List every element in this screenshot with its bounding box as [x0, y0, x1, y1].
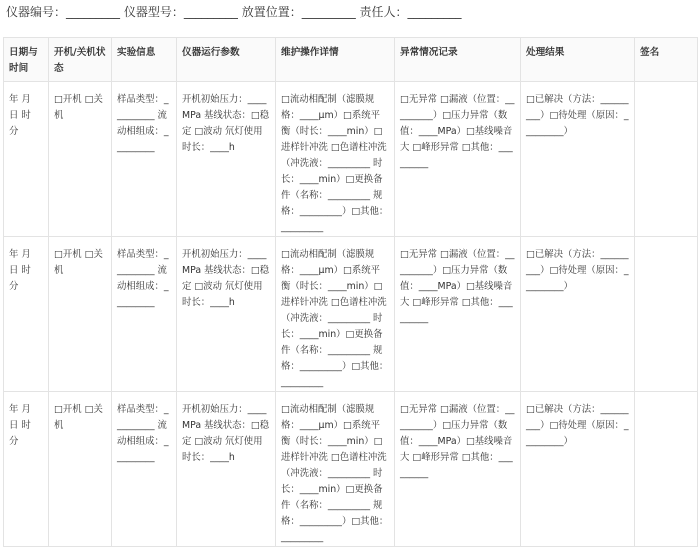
power-status-cell[interactable]: □开机 □关机 — [49, 392, 112, 547]
anomaly-record-cell[interactable]: □无异常 □漏液（位置：_________）□压力异常（数值：____MPa）□基线噪音大 □峰形异常 □其他：_________ — [395, 392, 521, 547]
datetime-cell[interactable]: 年 月 日 时 分 — [4, 392, 49, 547]
column-header-result: 处理结果 — [521, 38, 635, 82]
table-row — [4, 82, 698, 237]
instrument-info-header — [6, 4, 696, 20]
maintenance-log-table-container — [3, 37, 697, 543]
anomaly-record-cell[interactable]: □无异常 □漏液（位置：_________）□压力异常（数值：____MPa）□基线噪音大 □峰形异常 □其他：_________ — [395, 82, 521, 237]
signature-cell[interactable] — [635, 82, 698, 237]
table-row — [4, 392, 698, 547]
result-cell[interactable]: □已解决（方法：_________）□待处理（原因：_________） — [521, 392, 635, 547]
run-parameters-cell[interactable]: 开机初始压力：____MPa 基线状态：□稳定 □波动 氘灯使用时长：____h — [177, 237, 276, 392]
run-parameters-cell[interactable]: 开机初始压力：____MPa 基线状态：□稳定 □波动 氘灯使用时长：____h — [177, 82, 276, 237]
datetime-cell[interactable]: 年 月 日 时 分 — [4, 82, 49, 237]
experiment-info-cell[interactable]: 样品类型：_________ 流动相组成：_________ — [112, 392, 177, 547]
placement-location-field[interactable]: 放置位置：_________ — [241, 5, 356, 19]
signature-cell[interactable] — [635, 392, 698, 547]
column-header-datetime: 日期与时间 — [4, 38, 49, 82]
power-status-cell[interactable]: □开机 □关机 — [49, 237, 112, 392]
maintenance-log-table — [3, 37, 698, 547]
column-header-signature: 签名 — [635, 38, 698, 82]
column-header-power-status: 开机/关机状态 — [49, 38, 112, 82]
table-header-row — [4, 38, 698, 82]
column-header-anomaly-record: 异常情况记录 — [395, 38, 521, 82]
result-cell[interactable]: □已解决（方法：_________）□待处理（原因：_________） — [521, 82, 635, 237]
run-parameters-cell[interactable]: 开机初始压力：____MPa 基线状态：□稳定 □波动 氘灯使用时长：____h — [177, 392, 276, 547]
anomaly-record-cell[interactable]: □无异常 □漏液（位置：_________）□压力异常（数值：____MPa）□基线噪音大 □峰形异常 □其他：_________ — [395, 237, 521, 392]
result-cell[interactable]: □已解决（方法：_________）□待处理（原因：_________） — [521, 237, 635, 392]
table-row — [4, 237, 698, 392]
column-header-run-parameters: 仪器运行参数 — [177, 38, 276, 82]
signature-cell[interactable] — [635, 237, 698, 392]
column-header-maintenance-details: 维护操作详情 — [276, 38, 395, 82]
responsible-person-field[interactable]: 责任人：_________ — [359, 5, 462, 19]
experiment-info-cell[interactable]: 样品类型：_________ 流动相组成：_________ — [112, 82, 177, 237]
maintenance-details-cell[interactable]: □流动相配制（滤膜规格：____μm）□系统平衡（时长：____min）□进样针冲洗 □色谱柱冲洗（冲洗液：_________ 时长：____min）□更换备件（名称：_________ 规格：_________）□其他：_________ — [276, 82, 395, 237]
instrument-number-field[interactable]: 仪器编号：_________ — [6, 5, 121, 19]
datetime-cell[interactable]: 年 月 日 时 分 — [4, 237, 49, 392]
power-status-cell[interactable]: □开机 □关机 — [49, 82, 112, 237]
maintenance-details-cell[interactable]: □流动相配制（滤膜规格：____μm）□系统平衡（时长：____min）□进样针冲洗 □色谱柱冲洗（冲洗液：_________ 时长：____min）□更换备件（名称：_________ 规格：_________）□其他：_________ — [276, 237, 395, 392]
maintenance-details-cell[interactable]: □流动相配制（滤膜规格：____μm）□系统平衡（时长：____min）□进样针冲洗 □色谱柱冲洗（冲洗液：_________ 时长：____min）□更换备件（名称：_________ 规格：_________）□其他：_________ — [276, 392, 395, 547]
column-header-experiment-info: 实验信息 — [112, 38, 177, 82]
experiment-info-cell[interactable]: 样品类型：_________ 流动相组成：_________ — [112, 237, 177, 392]
instrument-model-field[interactable]: 仪器型号：_________ — [123, 5, 238, 19]
